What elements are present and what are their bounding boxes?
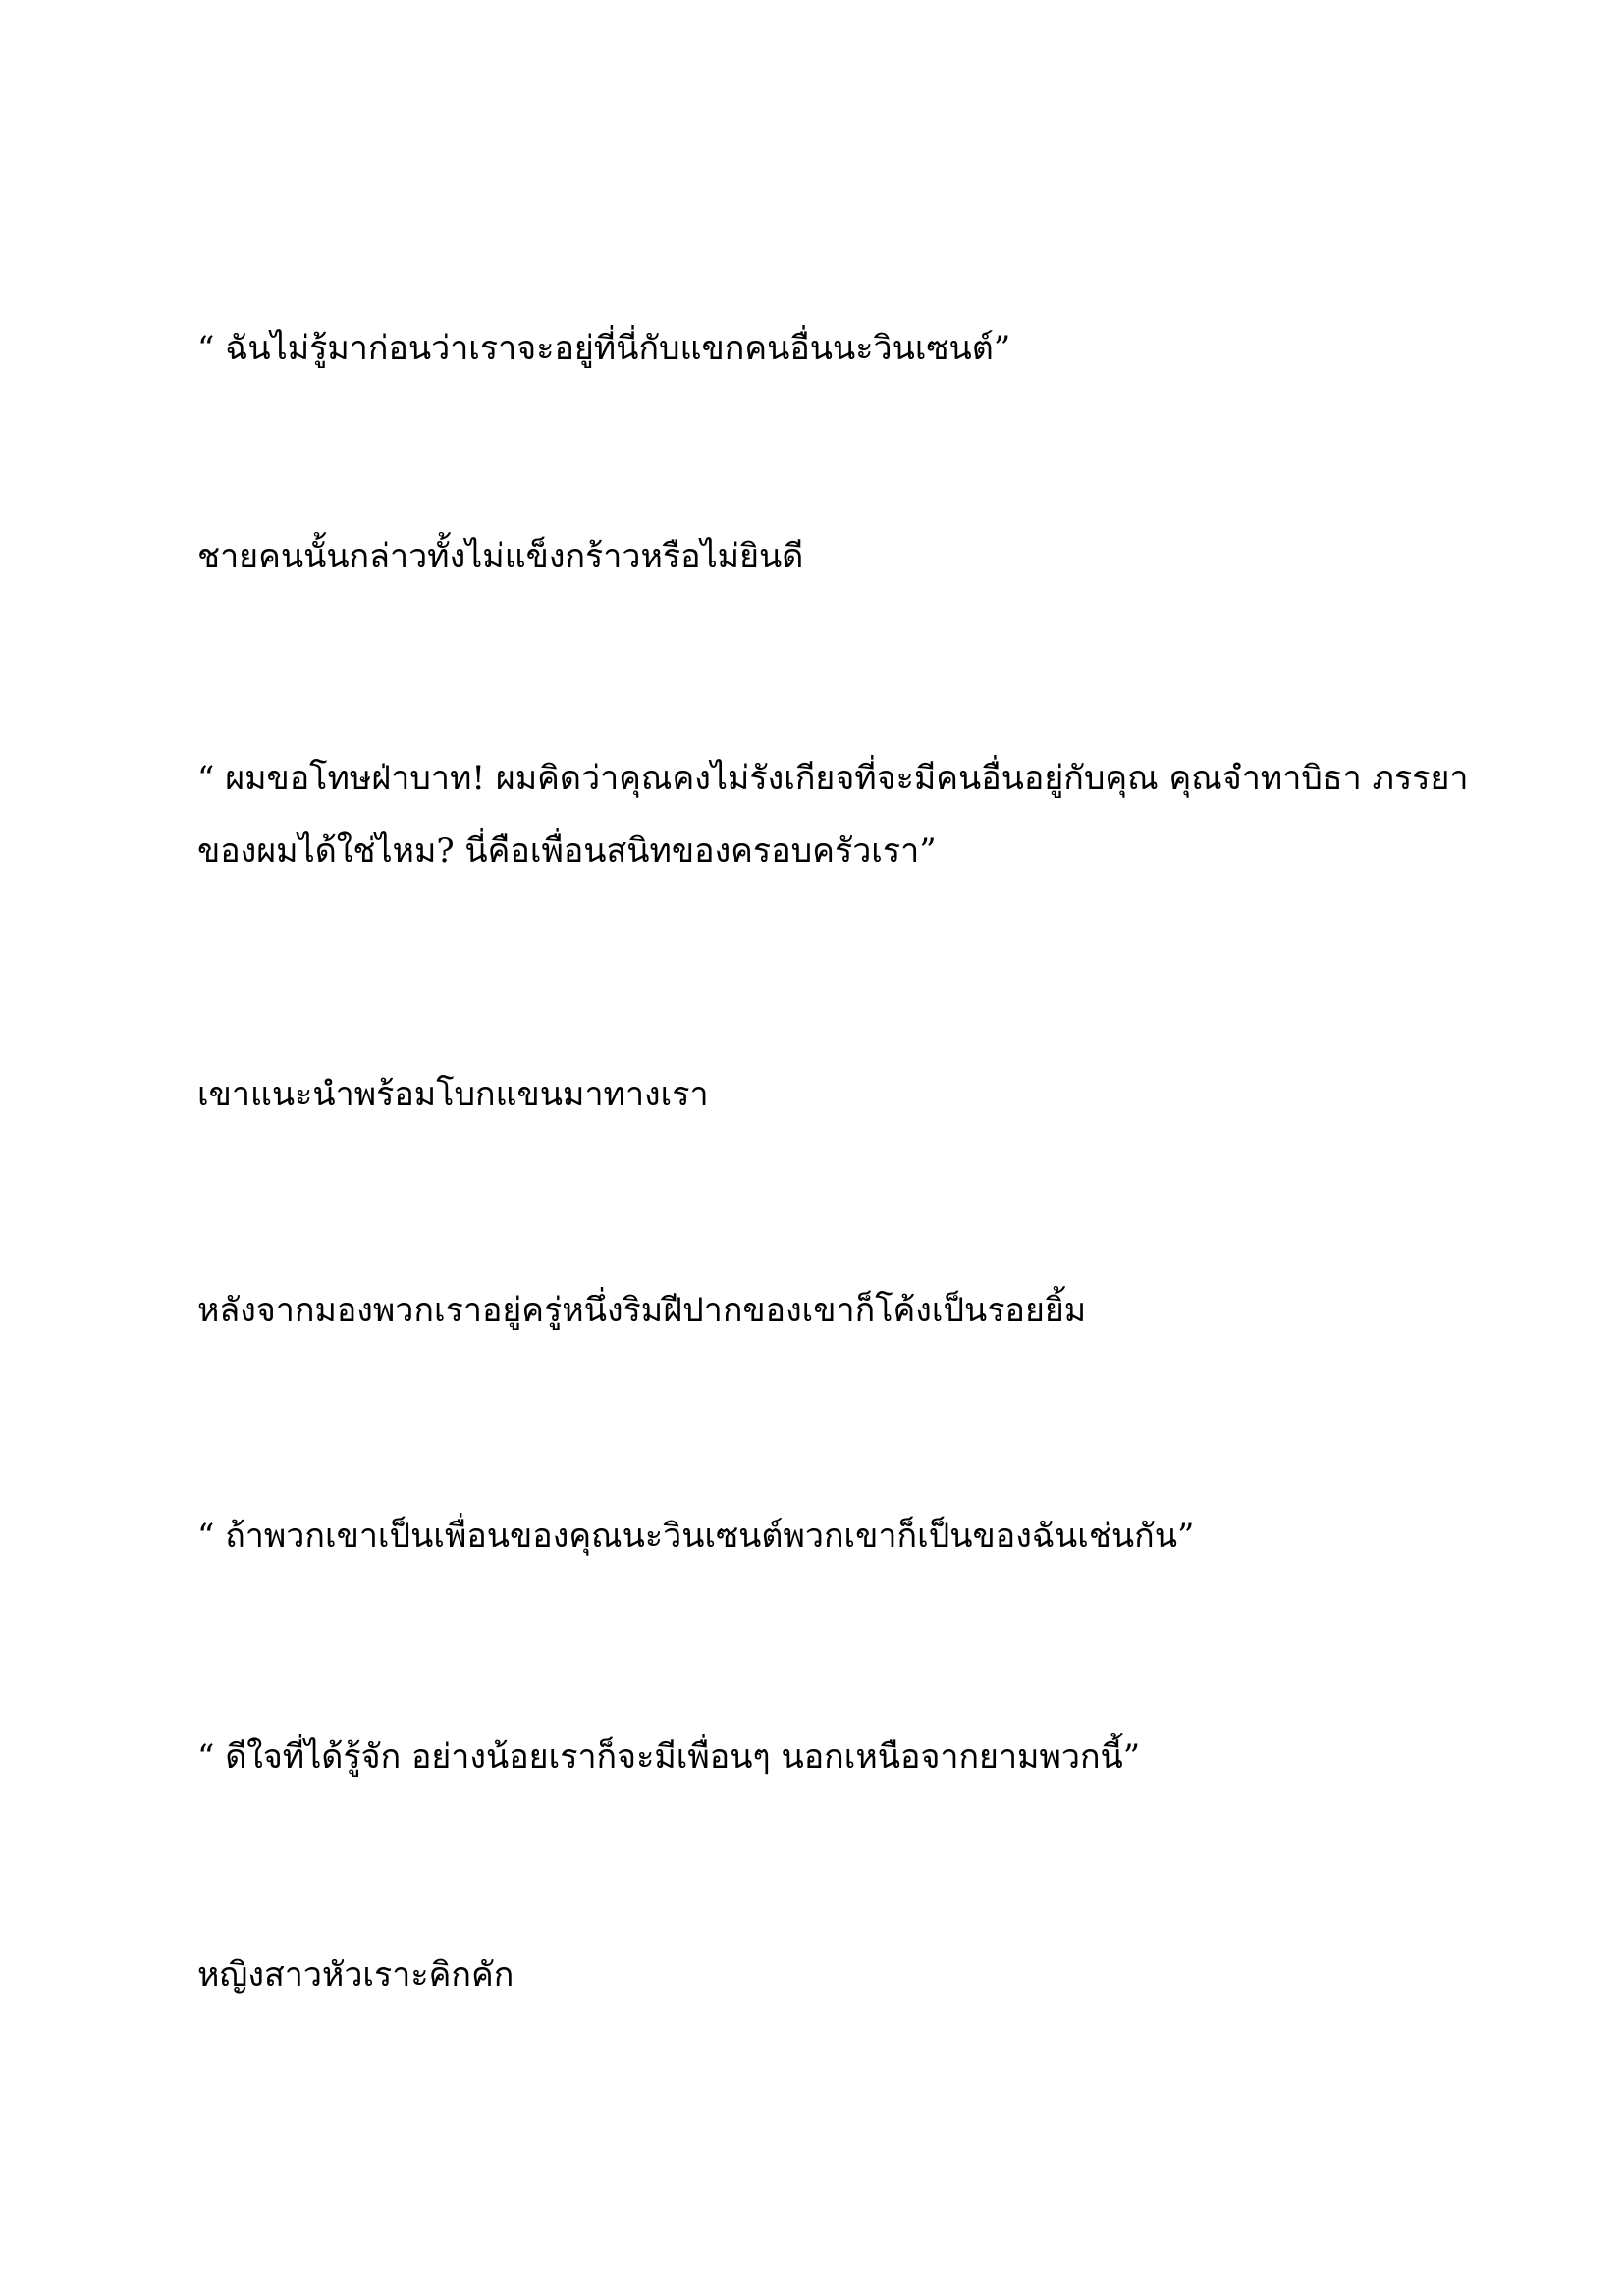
dialogue-paragraph: “ ผมขอโทษฝ่าบาท! ผมคิดว่าคุณคงไม่รังเกียจที่จะมีคนอื่นอยู่กับคุณ คุณจำทาบิธา ภรรยาของผมได้ใช่ไหม? นี่คือเพื่อนสนิทของครอบครัวเรา” xyxy=(197,759,1469,871)
dialogue-paragraph: “ ดีใจที่ได้รู้จัก อย่างน้อยเราก็จะมีเพื่อนๆ นอกเหนือจากยามพวกนี้” xyxy=(197,1737,1141,1777)
narration-paragraph: เขาแนะนำพร้อมโบกแขนมาทางเรา xyxy=(197,1075,709,1114)
narration-paragraph: หลังจากมองพวกเราอยู่ครู่หนึ่งริมฝีปากของเขาก็โค้งเป็นรอยยิ้ม xyxy=(197,1291,1087,1330)
dialogue-paragraph: “ ถ้าพวกเขาเป็นเพื่อนของคุณนะวินเซนต์พวกเขาก็เป็นของฉันเช่นกัน” xyxy=(197,1517,1195,1556)
narration-paragraph: หญิงสาวหัวเราะคิกคัก xyxy=(197,1955,514,1995)
dialogue-paragraph: “ ฉันไม่รู้มาก่อนว่าเราจะอยู่ที่นี่กับแขกคนอื่นนะวินเซนต์” xyxy=(197,329,1011,368)
narration-paragraph: ชายคนนั้นกล่าวทั้งไม่แข็งกร้าวหรือไม่ยินดี xyxy=(197,537,804,576)
